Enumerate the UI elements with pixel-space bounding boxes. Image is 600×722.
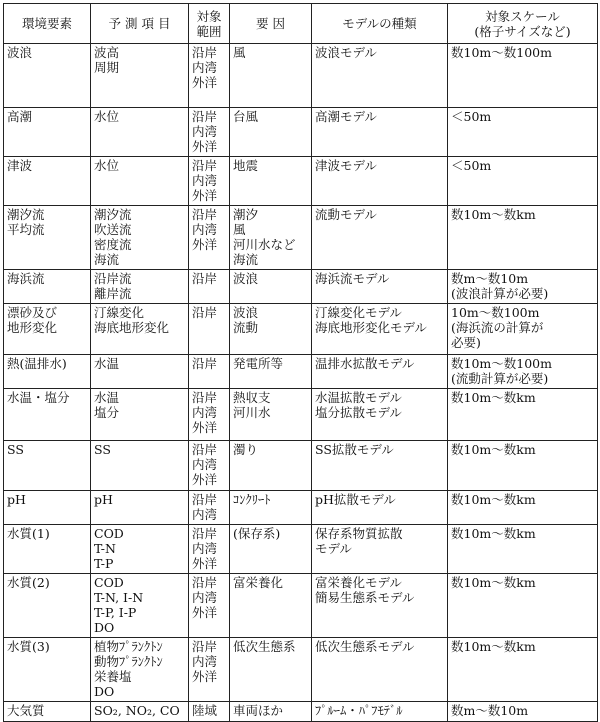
table-row [4, 702, 598, 722]
cell-target-range [189, 355, 230, 389]
cell-text: 平均流 [7, 222, 45, 237]
cell-env-element [4, 638, 91, 702]
cell-text: 塩分 [94, 405, 120, 420]
cell-text: 周期 [94, 60, 120, 75]
cell-text: 内湾 [192, 222, 218, 237]
cell-text: 風 [233, 222, 246, 237]
cell-text: 水質(1) [7, 526, 50, 541]
cell-prediction-item [91, 491, 189, 525]
cell-text: 漂砂及び [7, 305, 58, 320]
cell-text: 内湾 [192, 173, 218, 188]
cell-env-element [4, 574, 91, 638]
cell-text: 予 測 項 目 [108, 16, 171, 31]
cell-text: ＜50m [451, 158, 492, 173]
cell-text: 外洋 [192, 188, 218, 203]
cell-text: 内湾 [192, 507, 218, 522]
cell-text: 範囲 [196, 23, 222, 39]
cell-text: 沿岸 [192, 526, 218, 541]
header-prediction-item [91, 4, 189, 44]
header-env-element [4, 4, 91, 44]
cell-text: 水温 [94, 390, 120, 405]
cell-text: (流動計算が必要) [451, 371, 549, 386]
table-row [4, 108, 598, 157]
cell-text: 外洋 [192, 556, 218, 571]
prediction-model-table [3, 3, 598, 722]
cell-text: SS [7, 442, 24, 457]
table-row [4, 638, 598, 702]
cell-text: COD [94, 575, 124, 590]
cell-model-type [312, 638, 448, 702]
cell-text: 簡易生態系モデル [315, 590, 415, 605]
cell-text: 水温 [94, 356, 120, 371]
cell-text: 車両ほか [233, 703, 284, 718]
cell-text: 発電所等 [233, 356, 284, 371]
cell-model-type [312, 270, 448, 304]
cell-env-element [4, 491, 91, 525]
cell-text: 沿岸 [192, 492, 218, 507]
cell-target-range [189, 44, 230, 108]
table-row [4, 389, 598, 441]
cell-text: 対象 [196, 8, 222, 24]
cell-model-type [312, 157, 448, 206]
cell-text: 水位 [94, 109, 120, 124]
cell-target-scale [448, 389, 598, 441]
cell-text: 津波 [7, 158, 33, 173]
table-row [4, 270, 598, 304]
cell-env-element [4, 389, 91, 441]
cell-text: 内湾 [192, 654, 218, 669]
cell-text: 内湾 [192, 541, 218, 556]
cell-target-range [189, 108, 230, 157]
cell-text: 河川水 [233, 405, 271, 420]
table-row [4, 525, 598, 574]
cell-text: 熱収支 [233, 390, 271, 405]
cell-target-scale [448, 157, 598, 206]
cell-text: 沿岸 [192, 356, 218, 371]
cell-env-element [4, 44, 91, 108]
cell-prediction-item [91, 206, 189, 270]
cell-prediction-item [91, 389, 189, 441]
cell-text: 沿岸 [192, 45, 218, 60]
cell-prediction-item [91, 441, 189, 491]
cell-text: 海流 [94, 252, 120, 267]
cell-text: 要 因 [256, 16, 285, 31]
cell-target-scale [448, 108, 598, 157]
cell-text: 台風 [233, 109, 259, 124]
table-row [4, 441, 598, 491]
cell-factor [230, 441, 312, 491]
cell-prediction-item [91, 638, 189, 702]
cell-factor [230, 638, 312, 702]
cell-factor [230, 270, 312, 304]
cell-text: 数10m～数100m [451, 356, 552, 371]
cell-target-scale [448, 574, 598, 638]
cell-text: 海底地形変化モデル [315, 320, 427, 335]
cell-text: 沿岸 [192, 575, 218, 590]
cell-text: 風 [233, 45, 246, 60]
cell-text: 外洋 [192, 75, 218, 90]
cell-target-range [189, 702, 230, 722]
cell-text: 流動 [233, 320, 259, 335]
cell-text: 水温・塩分 [7, 390, 70, 405]
cell-text: 水質(3) [7, 639, 50, 654]
cell-model-type [312, 389, 448, 441]
cell-factor [230, 206, 312, 270]
cell-model-type [312, 574, 448, 638]
cell-text: SS [94, 442, 111, 457]
cell-env-element [4, 525, 91, 574]
cell-text: 内湾 [192, 590, 218, 605]
cell-text: 数10m～数km [451, 639, 536, 654]
cell-target-scale [448, 44, 598, 108]
cell-target-scale [448, 270, 598, 304]
cell-text: 河川水など [233, 237, 296, 252]
cell-prediction-item [91, 702, 189, 722]
cell-text: 海流 [233, 252, 259, 267]
cell-text: 富栄養化 [233, 575, 284, 590]
table-row [4, 157, 598, 206]
document-page [3, 3, 597, 718]
cell-prediction-item [91, 270, 189, 304]
cell-text: 潮汐流 [7, 207, 45, 222]
cell-text: 水温拡散モデル [315, 390, 402, 405]
cell-model-type [312, 441, 448, 491]
cell-text: 潮汐 [233, 207, 259, 222]
cell-text: 流動モデル [315, 207, 377, 222]
cell-text: 数m～数10m [451, 271, 529, 286]
cell-text: 高潮モデル [315, 109, 377, 124]
cell-text: 水質(2) [7, 575, 50, 590]
cell-model-type [312, 702, 448, 722]
cell-env-element [4, 355, 91, 389]
cell-factor [230, 389, 312, 441]
cell-env-element [4, 304, 91, 355]
cell-text: DO [94, 620, 115, 635]
cell-env-element [4, 108, 91, 157]
cell-text: T-N [94, 541, 116, 556]
cell-text: 汀線変化モデル [315, 305, 402, 320]
cell-target-scale [448, 206, 598, 270]
table-body [4, 44, 598, 722]
cell-factor [230, 108, 312, 157]
cell-text: DO [94, 684, 115, 699]
cell-text: 必要) [451, 335, 481, 350]
cell-text: 陸域 [192, 703, 218, 718]
cell-text: SO₂, NO₂, CO [94, 703, 180, 718]
cell-model-type [312, 355, 448, 389]
cell-text: 内湾 [192, 124, 218, 139]
cell-text: 沿岸 [192, 109, 218, 124]
cell-text: 海底地形変化 [94, 320, 170, 335]
cell-text: 塩分拡散モデル [315, 405, 402, 420]
header-target-range [189, 4, 230, 44]
cell-text: 汀線変化 [94, 305, 145, 320]
cell-env-element [4, 702, 91, 722]
cell-text: 内湾 [192, 405, 218, 420]
cell-text: 外洋 [192, 139, 218, 154]
cell-factor [230, 44, 312, 108]
cell-text: 内湾 [192, 457, 218, 472]
cell-text: pH [94, 492, 113, 507]
cell-factor [230, 355, 312, 389]
table-row [4, 355, 598, 389]
cell-text: pH [7, 492, 26, 507]
cell-text: 環境要素 [21, 16, 72, 31]
cell-text: (波浪計算が必要) [451, 286, 549, 301]
cell-text: (保存系) [233, 526, 281, 541]
cell-factor [230, 491, 312, 525]
header-target-scale [448, 4, 598, 44]
cell-target-scale [448, 638, 598, 702]
cell-factor [230, 574, 312, 638]
cell-text: 動物ﾌﾟﾗﾝｸﾄﾝ [94, 654, 163, 669]
cell-target-scale [448, 304, 598, 355]
cell-factor [230, 702, 312, 722]
table-row [4, 44, 598, 108]
cell-target-range [189, 491, 230, 525]
cell-text: 沿岸 [192, 158, 218, 173]
cell-target-scale [448, 355, 598, 389]
cell-factor [230, 157, 312, 206]
cell-text: 栄養塩 [94, 669, 132, 684]
cell-prediction-item [91, 304, 189, 355]
cell-model-type [312, 525, 448, 574]
cell-text: 外洋 [192, 420, 218, 435]
cell-text: 数m～数10m [451, 703, 529, 718]
cell-text: 沿岸 [192, 305, 218, 320]
cell-text: T-P [94, 556, 114, 571]
cell-text: 地形変化 [7, 320, 58, 335]
cell-env-element [4, 270, 91, 304]
cell-text: 富栄養化モデル [315, 575, 402, 590]
cell-text: 地震 [233, 158, 259, 173]
cell-model-type [312, 304, 448, 355]
cell-text: 沿岸 [192, 390, 218, 405]
cell-text: 数10m～数km [451, 526, 536, 541]
cell-model-type [312, 108, 448, 157]
cell-text: 波浪 [233, 305, 259, 320]
cell-text: 数10m～数km [451, 575, 536, 590]
cell-text: モデルの種類 [342, 16, 417, 31]
cell-text: 数10m～数km [451, 492, 536, 507]
cell-target-range [189, 441, 230, 491]
cell-text: 吹送流 [94, 222, 132, 237]
cell-text: 沿岸 [192, 207, 218, 222]
cell-target-scale [448, 702, 598, 722]
cell-prediction-item [91, 108, 189, 157]
cell-text: ｺﾝｸﾘｰﾄ [233, 492, 271, 507]
cell-prediction-item [91, 355, 189, 389]
cell-text: 高潮 [7, 109, 33, 124]
cell-text: 数10m～数km [451, 390, 536, 405]
cell-text: 低次生態系 [233, 639, 296, 654]
cell-env-element [4, 206, 91, 270]
header-model-type [312, 4, 448, 44]
cell-text: 離岸流 [94, 286, 132, 301]
cell-model-type [312, 44, 448, 108]
cell-text: 津波モデル [315, 158, 377, 173]
cell-env-element [4, 441, 91, 491]
cell-text: 沿岸 [192, 639, 218, 654]
cell-target-range [189, 525, 230, 574]
cell-target-range [189, 638, 230, 702]
header-factor [230, 4, 312, 44]
cell-text: 大気質 [7, 703, 45, 718]
cell-text: 10m～数100m [451, 305, 540, 320]
cell-text: 海浜流モデル [315, 271, 390, 286]
cell-text: 密度流 [94, 237, 132, 252]
cell-text: 沿岸流 [94, 271, 132, 286]
cell-prediction-item [91, 525, 189, 574]
cell-text: T-N, I-N [94, 590, 144, 605]
cell-target-scale [448, 491, 598, 525]
cell-text: 外洋 [192, 237, 218, 252]
cell-text: 植物ﾌﾟﾗﾝｸﾄﾝ [94, 639, 163, 654]
cell-text: 波高 [94, 45, 120, 60]
cell-text: (海浜流の計算が [451, 320, 544, 335]
table-row [4, 206, 598, 270]
cell-factor [230, 304, 312, 355]
cell-factor [230, 525, 312, 574]
header-row [4, 4, 598, 44]
cell-text: 温排水拡散モデル [315, 356, 415, 371]
cell-text: 内湾 [192, 60, 218, 75]
cell-text: 外洋 [192, 669, 218, 684]
cell-target-scale [448, 441, 598, 491]
cell-text: 濁り [233, 442, 259, 457]
cell-text: 水位 [94, 158, 120, 173]
cell-text: T-P, I-P [94, 605, 137, 620]
cell-text: 波浪モデル [315, 45, 377, 60]
cell-text: pH拡散モデル [315, 492, 396, 507]
cell-prediction-item [91, 157, 189, 206]
cell-target-range [189, 574, 230, 638]
cell-text: 保存系物質拡散 [315, 526, 403, 541]
cell-target-range [189, 270, 230, 304]
table-row [4, 304, 598, 355]
cell-text: 熱(温排水) [7, 356, 67, 371]
cell-text: 低次生態系モデル [315, 639, 415, 654]
cell-target-range [189, 389, 230, 441]
table-row [4, 574, 598, 638]
table-row [4, 491, 598, 525]
cell-target-scale [448, 525, 598, 574]
cell-text: 数10m～数km [451, 442, 536, 457]
cell-text: 数10m～数100m [451, 45, 552, 60]
cell-text: 外洋 [192, 472, 218, 487]
cell-text: (格子サイズなど) [474, 23, 571, 39]
cell-text: ﾌﾟﾙｰﾑ・ﾊﾟﾌﾓﾃﾞﾙ [315, 703, 403, 718]
cell-text: SS拡散モデル [315, 442, 394, 457]
cell-text: 外洋 [192, 605, 218, 620]
cell-text: 対象スケール [485, 8, 560, 24]
cell-model-type [312, 206, 448, 270]
cell-text: ＜50m [451, 109, 492, 124]
cell-model-type [312, 491, 448, 525]
cell-text: COD [94, 526, 124, 541]
cell-text: 波浪 [7, 45, 33, 60]
cell-target-range [189, 206, 230, 270]
cell-text: モデル [315, 541, 352, 556]
cell-target-range [189, 304, 230, 355]
cell-text: 沿岸 [192, 442, 218, 457]
cell-text: 数10m～数km [451, 207, 536, 222]
cell-text: 波浪 [233, 271, 259, 286]
cell-text: 海浜流 [7, 271, 45, 286]
cell-text: 潮汐流 [94, 207, 132, 222]
cell-target-range [189, 157, 230, 206]
cell-text: 沿岸 [192, 271, 218, 286]
cell-env-element [4, 157, 91, 206]
cell-prediction-item [91, 574, 189, 638]
cell-prediction-item [91, 44, 189, 108]
